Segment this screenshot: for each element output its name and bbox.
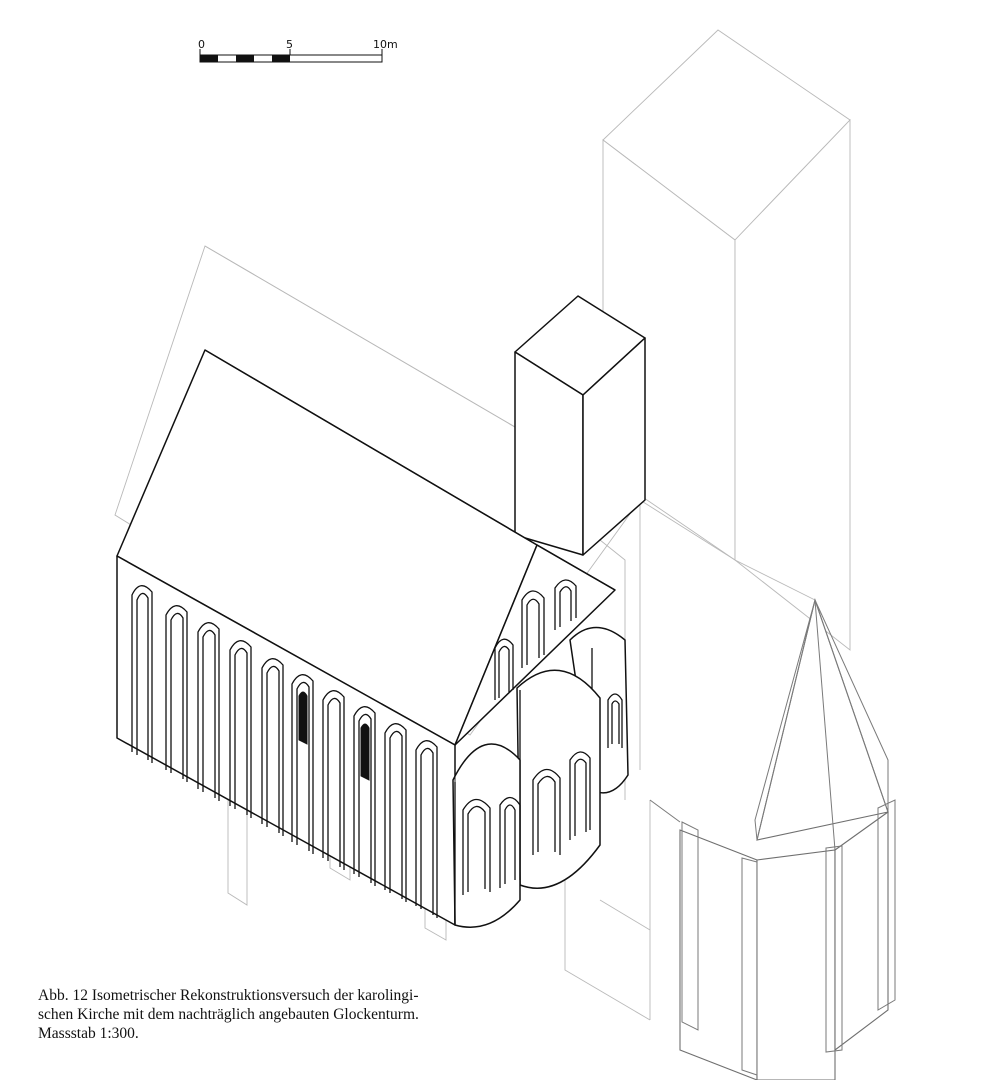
bell-tower bbox=[515, 296, 645, 555]
choir-wall-right bbox=[835, 812, 888, 1050]
nave-window-2 bbox=[361, 724, 369, 780]
scale-tick-10: 10m bbox=[373, 38, 398, 51]
apse-left bbox=[453, 744, 520, 927]
carolingian-church bbox=[117, 296, 645, 927]
caption-line-2: schen Kirche mit dem nachträglich angebauten Glockenturm. bbox=[38, 1006, 419, 1023]
scale-tick-0: 0 bbox=[198, 38, 205, 51]
scale-tick-5: 5 bbox=[286, 38, 293, 51]
gothic-choir bbox=[650, 600, 895, 1080]
choir-roof-front bbox=[757, 600, 888, 840]
apse-center bbox=[517, 670, 600, 888]
caption-line-3: Massstab 1:300. bbox=[38, 1025, 139, 1042]
scale-bar bbox=[198, 38, 398, 62]
figure-caption bbox=[38, 986, 508, 1043]
caption-line-1: Abb. 12 Isometrischer Rekonstruktionsversuch der karolingi- bbox=[38, 987, 419, 1004]
nave-window-1 bbox=[299, 692, 307, 744]
choir-wall-left bbox=[680, 830, 757, 1080]
choir-wall-center bbox=[757, 850, 835, 1080]
